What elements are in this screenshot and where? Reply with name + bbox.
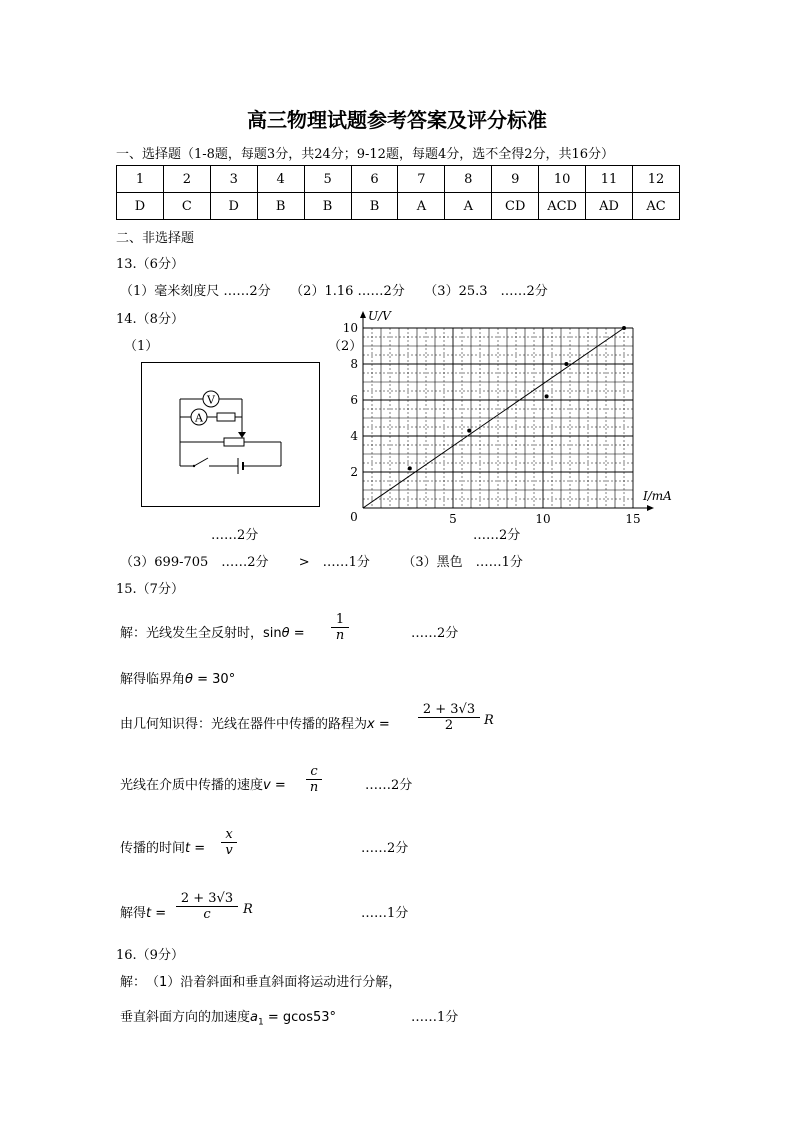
question-number-cell: 6 bbox=[351, 166, 398, 193]
answer-cell: C bbox=[163, 193, 210, 220]
q15-line4: 光线在介质中传播的速度v = bbox=[120, 778, 286, 793]
q16-line2-text: 垂直斜面方向的加速度 bbox=[120, 1010, 251, 1025]
numerator: 2 + 3√3 bbox=[418, 702, 480, 718]
q15-line1: 解：光线发生全反射时，sinθ = bbox=[120, 626, 305, 641]
x-tick-label: 5 bbox=[449, 512, 457, 526]
q14-circuit-score: ……2分 bbox=[211, 528, 259, 543]
speed-variable: v bbox=[263, 778, 271, 793]
numerator: 1 bbox=[331, 612, 349, 628]
ammeter-symbol: A bbox=[195, 411, 203, 425]
y-tick-label: 2 bbox=[350, 465, 358, 479]
question-number-cell: 2 bbox=[163, 166, 210, 193]
x-axis-arrow-icon bbox=[647, 505, 654, 511]
q15-line2-text: 解得临界角 bbox=[120, 672, 186, 687]
data-point bbox=[564, 362, 568, 366]
question-number-cell: 5 bbox=[304, 166, 351, 193]
slider-arrow-icon bbox=[238, 432, 246, 438]
y-tick-label: 10 bbox=[342, 321, 358, 335]
q15-line3-text: 由几何知识得：光线在器件中传播的路程为 bbox=[120, 717, 368, 732]
acceleration-subscript: 1 bbox=[257, 1017, 264, 1028]
answer-table bbox=[116, 165, 680, 220]
q15-line5-score: ……2分 bbox=[361, 841, 409, 856]
q14-part1-label: （1） bbox=[124, 339, 159, 354]
denominator: n bbox=[335, 628, 345, 643]
x-tick-label: 15 bbox=[625, 512, 641, 526]
origin-label: 0 bbox=[350, 510, 358, 524]
q15-line2 bbox=[120, 668, 235, 687]
answer-cell: B bbox=[351, 193, 398, 220]
q15-line4-score: ……2分 bbox=[365, 778, 413, 793]
q16-line2 bbox=[120, 1006, 336, 1028]
question-number-cell: 3 bbox=[210, 166, 257, 193]
resistor-icon bbox=[217, 413, 235, 421]
question-number-cell: 10 bbox=[539, 166, 586, 193]
data-point bbox=[467, 429, 471, 433]
q15-time-fraction bbox=[221, 827, 237, 858]
question-number-cell: 7 bbox=[398, 166, 445, 193]
answer-cell: A bbox=[398, 193, 445, 220]
q14-part2-label: （2） bbox=[328, 339, 363, 354]
answer-cell: AC bbox=[632, 193, 679, 220]
page-title: 高三物理试题参考答案及评分标准 bbox=[247, 108, 547, 132]
q16-heading: 16.（9分） bbox=[116, 948, 184, 963]
acceleration-expression: = gcos53° bbox=[267, 1010, 337, 1025]
q16-line2-score: ……1分 bbox=[411, 1010, 459, 1025]
answer-cell: B bbox=[257, 193, 304, 220]
q15-fraction-1-over-n bbox=[331, 612, 349, 643]
question-number-cell: 11 bbox=[586, 166, 633, 193]
question-number-cell: 8 bbox=[445, 166, 492, 193]
answer-cell: B bbox=[304, 193, 351, 220]
answer-cell: D bbox=[210, 193, 257, 220]
q14-graph-score: ……2分 bbox=[473, 528, 521, 543]
theta-symbol: θ bbox=[185, 672, 193, 687]
time-variable: t bbox=[146, 906, 152, 921]
q15-line3: 由几何知识得：光线在器件中传播的路程为x = bbox=[120, 717, 390, 732]
path-variable: x bbox=[367, 717, 375, 732]
q13-answers: （1）毫米刻度尺 ……2分 （2）1.16 ……2分 （3）25.3 ……2分 bbox=[120, 284, 548, 299]
numerator: x bbox=[221, 827, 237, 843]
q15-line4-text: 光线在介质中传播的速度 bbox=[120, 778, 264, 793]
answer-table-number-row bbox=[117, 166, 680, 193]
acceleration-variable: a bbox=[250, 1010, 258, 1025]
q16-line1: 解： （1）沿着斜面和垂直斜面将运动进行分解， bbox=[120, 975, 402, 990]
answer-cell: CD bbox=[492, 193, 539, 220]
rheostat-icon bbox=[224, 438, 244, 446]
switch-icon bbox=[194, 458, 208, 466]
y-tick-label: 4 bbox=[350, 429, 358, 443]
theta-symbol: θ bbox=[281, 626, 290, 641]
x-axis-label: I/mA bbox=[643, 489, 672, 503]
denominator: n bbox=[309, 780, 319, 795]
data-point bbox=[408, 466, 412, 470]
circuit-diagram bbox=[141, 362, 321, 508]
voltmeter-symbol: V bbox=[207, 393, 215, 407]
y-axis-label: U/V bbox=[368, 309, 391, 323]
data-point bbox=[622, 326, 626, 330]
q15-line3-r: R bbox=[484, 713, 494, 728]
q15-line6-r: R bbox=[243, 902, 253, 917]
q15-line1-score: ……2分 bbox=[411, 626, 459, 641]
question-number-cell: 12 bbox=[632, 166, 679, 193]
q15-line1-text: 解：光线发生全反射时， bbox=[120, 626, 264, 641]
ui-graph bbox=[338, 309, 672, 532]
answer-cell: D bbox=[117, 193, 164, 220]
time-variable: t bbox=[185, 841, 191, 856]
section-choice-heading: 一、选择题（1-8题，每题3分，共24分；9-12题，每题4分，选不全得2分，共16分） bbox=[116, 147, 615, 162]
answer-cell: AD bbox=[586, 193, 633, 220]
section-nonchoice-heading: 二、非选择题 bbox=[116, 231, 195, 246]
denominator: c bbox=[203, 907, 211, 922]
q15-line5: 传播的时间t = bbox=[120, 841, 206, 856]
answer-cell: A bbox=[445, 193, 492, 220]
q15-line5-text: 传播的时间 bbox=[120, 841, 186, 856]
q15-line6-text: 解得 bbox=[120, 906, 147, 921]
q15-heading: 15.（7分） bbox=[116, 582, 184, 597]
q15-path-fraction bbox=[418, 702, 480, 733]
y-tick-label: 8 bbox=[350, 357, 358, 371]
sin-function: sin bbox=[263, 626, 282, 641]
q15-speed-fraction bbox=[306, 764, 322, 795]
q13-heading: 13.（6分） bbox=[116, 257, 184, 272]
q14-part3-answers: （3）699-705 ……2分 > ……1分 （3）黑色 ……1分 bbox=[120, 555, 523, 570]
denominator: 2 bbox=[444, 718, 454, 733]
y-axis-arrow-icon bbox=[360, 311, 366, 318]
critical-angle-value: = 30° bbox=[197, 672, 236, 687]
q15-line6-score: ……1分 bbox=[361, 906, 409, 921]
question-number-cell: 1 bbox=[117, 166, 164, 193]
q14-heading: 14.（8分） bbox=[116, 312, 184, 327]
q15-line6: 解得t = bbox=[120, 906, 167, 921]
numerator: c bbox=[306, 764, 322, 780]
denominator: v bbox=[225, 843, 233, 858]
y-tick-label: 6 bbox=[350, 393, 358, 407]
numerator: 2 + 3√3 bbox=[176, 891, 238, 907]
question-number-cell: 9 bbox=[492, 166, 539, 193]
answer-cell: ACD bbox=[539, 193, 586, 220]
answer-table-answer-row bbox=[117, 193, 680, 220]
question-number-cell: 4 bbox=[257, 166, 304, 193]
q15-result-fraction bbox=[176, 891, 238, 922]
data-point bbox=[545, 394, 549, 398]
x-tick-label: 10 bbox=[535, 512, 551, 526]
